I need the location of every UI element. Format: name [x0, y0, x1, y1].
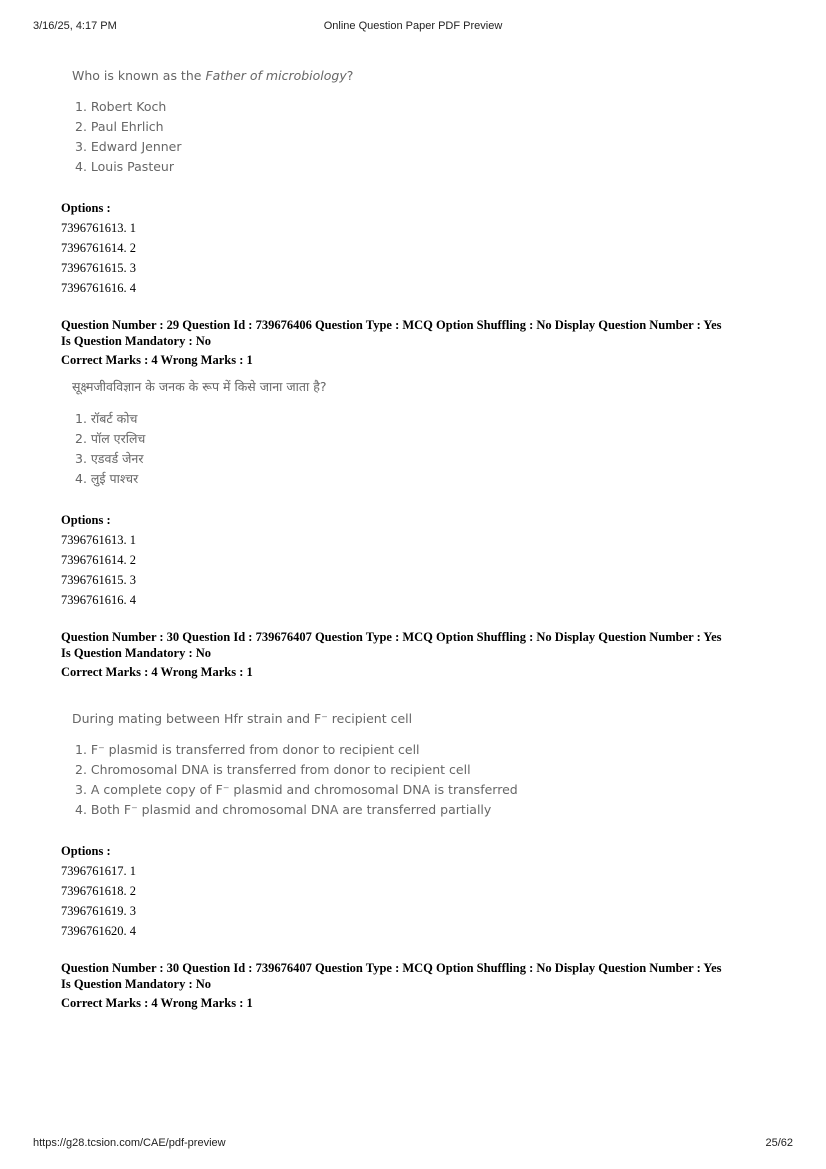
- question-image: [61, 378, 781, 487]
- choice-item: 3. Edward Jenner: [75, 139, 182, 154]
- option-id: 7396761614. 2: [61, 553, 136, 567]
- meta-line: Is Question Mandatory : No: [61, 977, 212, 991]
- question-text: सूक्ष्मजीवविज्ञान के जनक के रूप में किसे जाना जाता है?: [72, 379, 327, 394]
- question-meta: [61, 960, 781, 1011]
- choice-item: 2. Paul Ehrlich: [75, 119, 164, 134]
- meta-line: Question Number : 29 Question Id : 739676406 Question Type : MCQ Option Shuffling : No Display Question Number : Yes: [61, 318, 722, 332]
- options-label: Options :: [61, 844, 111, 858]
- option-id: 7396761613. 1: [61, 221, 136, 235]
- choice-list: [72, 410, 781, 487]
- question-image: [61, 711, 781, 818]
- option-id: 7396761616. 4: [61, 281, 136, 295]
- question-meta: [61, 317, 781, 368]
- question-text: During mating between Hfr strain and F⁻ recipient cell: [72, 711, 413, 726]
- choice-item: 1. Robert Koch: [75, 99, 167, 114]
- choice-list: [72, 98, 781, 175]
- meta-line: Question Number : 30 Question Id : 739676407 Question Type : MCQ Option Shuffling : No Display Question Number : Yes: [61, 961, 722, 975]
- question-meta: [61, 629, 781, 680]
- choice-item: 4. Both F⁻ plasmid and chromosomal DNA are transferred partially: [75, 802, 492, 817]
- options-block: [61, 841, 781, 941]
- choice-item: 1. F⁻ plasmid is transferred from donor to recipient cell: [75, 742, 420, 757]
- choice-item: 3. एडवर्ड जेनर: [75, 451, 144, 466]
- marks-line: Correct Marks : 4 Wrong Marks : 1: [61, 996, 253, 1010]
- option-id: 7396761613. 1: [61, 533, 136, 547]
- print-title: Online Question Paper PDF Preview: [323, 20, 503, 32]
- marks-line: Correct Marks : 4 Wrong Marks : 1: [61, 353, 253, 367]
- question-text: Who is known as the Father of microbiology?: [72, 68, 354, 83]
- meta-line: Is Question Mandatory : No: [61, 334, 212, 348]
- options-label: Options :: [61, 513, 111, 527]
- marks-line: Correct Marks : 4 Wrong Marks : 1: [61, 665, 253, 679]
- choice-item: 3. A complete copy of F⁻ plasmid and chromosomal DNA is transferred: [75, 782, 518, 797]
- question-image: [61, 68, 781, 175]
- page-number: 25/62: [765, 1137, 793, 1149]
- option-id: 7396761615. 3: [61, 261, 136, 275]
- page-content: [61, 62, 781, 1011]
- options-block: [61, 510, 781, 610]
- print-url: https://g28.tcsion.com/CAE/pdf-preview: [33, 1137, 226, 1149]
- option-id: 7396761614. 2: [61, 241, 136, 255]
- option-id: 7396761620. 4: [61, 924, 136, 938]
- option-id: 7396761616. 4: [61, 593, 136, 607]
- option-id: 7396761618. 2: [61, 884, 136, 898]
- choice-item: 4. Louis Pasteur: [75, 159, 174, 174]
- choice-list: [72, 741, 781, 818]
- choice-item: 2. Chromosomal DNA is transferred from donor to recipient cell: [75, 762, 471, 777]
- option-id: 7396761617. 1: [61, 864, 136, 878]
- option-id: 7396761619. 3: [61, 904, 136, 918]
- option-id: 7396761615. 3: [61, 573, 136, 587]
- meta-line: Question Number : 30 Question Id : 739676407 Question Type : MCQ Option Shuffling : No Display Question Number : Yes: [61, 630, 722, 644]
- meta-line: Is Question Mandatory : No: [61, 646, 212, 660]
- options-block: [61, 198, 781, 298]
- options-label: Options :: [61, 201, 111, 215]
- print-datetime: 3/16/25, 4:17 PM: [33, 20, 117, 32]
- choice-item: 1. रॉबर्ट कोच: [75, 411, 138, 426]
- choice-item: 2. पॉल एरलिच: [75, 431, 146, 446]
- choice-item: 4. लुई पाश्चर: [75, 471, 139, 486]
